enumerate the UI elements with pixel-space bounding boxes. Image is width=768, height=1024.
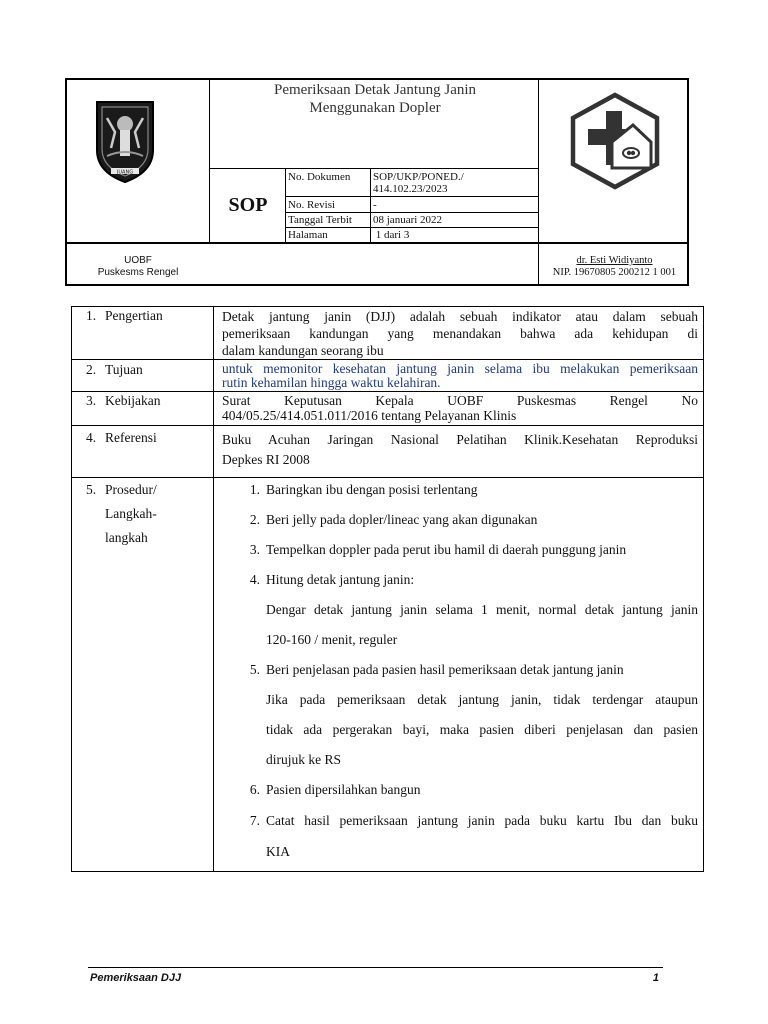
organization-name: UOBF Puskesms Rengel — [97, 255, 179, 278]
divider — [285, 212, 538, 213]
divider — [370, 168, 371, 242]
divider — [72, 477, 703, 478]
section-label: Prosedur/ Langkah- langkah — [105, 482, 157, 545]
divider — [67, 242, 687, 244]
section-label: Tujuan — [105, 362, 143, 377]
sop-content-table: 1. Pengertian Detak jantung janin (DJJ) adalah sebuah indikator atau dalam sebuah pemeriksaan kandungan yang menandakan bahwa ada kehidupan di dalam kandungan seorang ibu 2. Tujuan untuk memonitor kesehatan jantung janin selama ibu melakukan pemeriksaan rutin kehamilan hingga waktu kelahiran. 3. Kebijakan Surat Keputusan Kepala UOBF Puskesmas Rengel No 404/05.25/414.051.011/2016 tentang Pelayanan Klinis 4. Referensi Buku Acuhan Jaringan Nasional Pelatihan Klinik.Kesehatan Reproduksi Depkes RI 2008 5. Prosedur/ Langkah- langkah 1. Baringkan ibu dengan posisi terlentang 2. Beri jelly pada dopler/lineac yang akan digunakan 3. Tempelkan doppler pada perut ibu hamil di daerah punggung janin 4. Hitung detak jantung janin: Dengar detak jantung janin selama 1 menit, normal detak jantung janin 120-160 / menit, reguler 5. Beri penjelasan pada pasien hasil pemeriksaan detak jantung janin Jika pada pemeriksaan detak jantung janin, tidak terdengar ataupun tidak ada pergerakan bayi, maka pasien diberi penjelasan dan pasien dirujuk ke RS 6. Pasien dipersilahkan bangun 7. Catat hasil pemeriksaan jantung janin pada buku kartu Ibu dan buku KIA — [71, 306, 704, 872]
coat-of-arms-icon — [93, 98, 157, 184]
page-value: 1 dari 3 — [373, 229, 410, 241]
puskesmas-logo-icon — [567, 90, 663, 190]
revision-label: No. Revisi — [288, 199, 336, 211]
section-label: Kebijakan — [105, 393, 161, 408]
page-footer — [88, 967, 663, 987]
signer-nip: NIP. 19670805 200212 1 001 — [552, 267, 677, 278]
footer-document-name: Pemeriksaan DJJ — [90, 972, 182, 984]
issue-date-value: 08 januari 2022 — [373, 214, 443, 226]
divider — [285, 196, 538, 197]
divider — [72, 391, 703, 392]
definition-text: Detak jantung janin (DJJ) adalah sebuah indikator atau dalam sebuah pemeriksaan kandungan yang menandakan bahwa ada kehidupan di dalam kandungan seorang ibu — [222, 309, 698, 358]
divider — [72, 359, 703, 360]
section-number: 3. — [86, 393, 97, 408]
issue-date-label: Tanggal Terbit — [288, 214, 352, 226]
footer-rule — [88, 967, 663, 968]
purpose-text: untuk memonitor kesehatan jantung janin selama ibu melakukan pemeriksaan rutin kehamilan hingga waktu kelahiran. — [222, 361, 698, 390]
logo-motto: JUANG — [116, 169, 134, 176]
divider — [209, 80, 210, 242]
doc-number-value: SOP/UKP/PONED./ 414.102.23/2023 — [373, 171, 464, 195]
signer-name: dr. Esti Widiyanto — [576, 255, 653, 266]
divider — [285, 227, 538, 228]
document-title — [211, 80, 539, 124]
divider — [72, 425, 703, 426]
title-line: Pemeriksaan Detak Jantung Janin — [273, 82, 477, 98]
step-detail: tidak ada pergerakan bayi, maka pasien diberi penjelasan dan pasien — [266, 722, 698, 737]
step-detail: Dengar detak jantung janin selama 1 menit, normal detak jantung janin — [266, 602, 698, 617]
policy-text: Surat Keputusan Kepala UOBF Puskesmas Rengel No 404/05.25/414.051.011/2016 tentang Pelayanan Klinis — [222, 393, 698, 423]
reference-text: Buku Acuhan Jaringan Nasional Pelatihan Klinik.Kesehatan Reproduksi Depkes RI 2008 — [222, 432, 698, 467]
section-label: Referensi — [105, 430, 157, 445]
sop-label: SOP — [228, 193, 268, 216]
sop-header-table — [65, 78, 689, 286]
footer-page-number: 1 — [652, 972, 659, 984]
section-number: 2. — [86, 362, 97, 377]
revision-value: - — [373, 199, 377, 211]
signer-block — [538, 255, 691, 279]
step-detail: dirujuk ke RS — [266, 752, 342, 767]
section-number: 5. — [86, 482, 97, 497]
doc-number-label: No. Dokumen — [288, 171, 351, 183]
section-number: 1. — [86, 308, 97, 323]
page-label: Halaman — [288, 229, 328, 241]
section-label: Pengertian — [105, 308, 163, 323]
step-detail: 120-160 / menit, reguler — [266, 632, 398, 647]
title-line: Menggunakan Dopler — [309, 100, 441, 116]
step-detail: KIA — [266, 844, 290, 859]
divider — [285, 168, 286, 242]
step-detail: Jika pada pemeriksaan detak jantung janin, tidak terdengar ataupun — [266, 692, 698, 707]
section-number: 4. — [86, 430, 97, 445]
